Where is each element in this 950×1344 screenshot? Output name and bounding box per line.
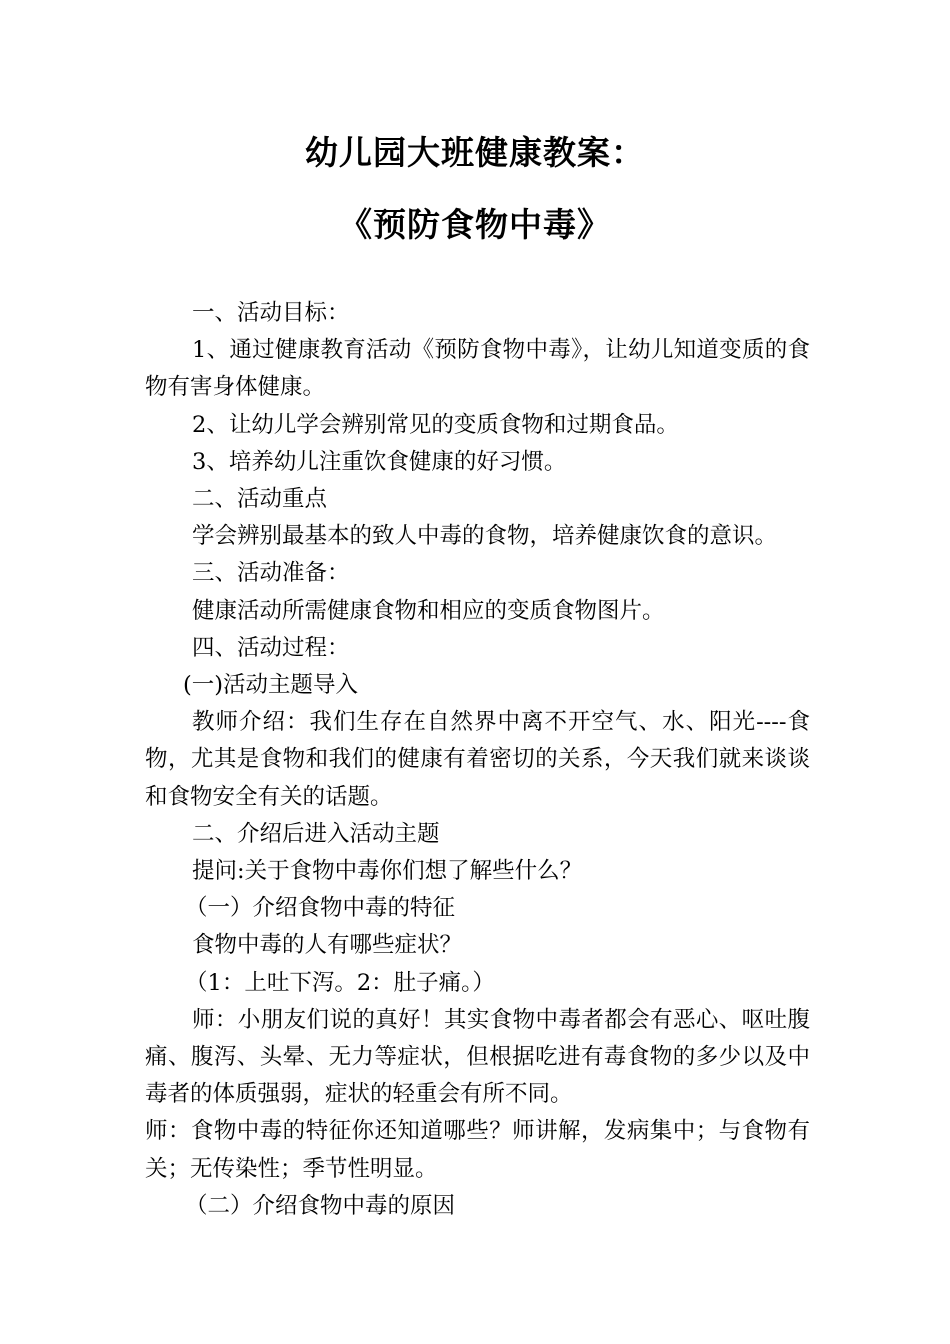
teacher-intro-text: 教师介绍：我们生存在自然界中离不开空气、水、阳光----食物，尤其是食物和我们的健康有着密切的关系，今天我们就来谈谈和食物安全有关的话题。 (145, 709, 810, 810)
subsection-heading-causes: （二）介绍食物中毒的原因 (185, 1192, 456, 1219)
document-body (145, 295, 810, 1225)
goal-item-3: 3、培养幼儿注重饮食健康的好习惯。 (192, 448, 567, 475)
document-subtitle: 《预防食物中毒》 (339, 205, 611, 244)
symptom-question: 食物中毒的人有哪些症状？ (192, 932, 463, 959)
section-heading-goals: 一、活动目标： (192, 300, 350, 326)
goal-item-1: 1、通过健康教育活动《预防食物中毒》，让幼儿知道变质的食物有害身体健康。 (145, 337, 810, 401)
symptom-answer: （1：上吐下泻。2：肚子痛。） (185, 969, 495, 996)
subsection-heading-intro: (一)活动主题导入 (183, 672, 359, 699)
teacher-features-text: 师：食物中毒的特征你还知道哪些？师讲解，发病集中；与食物有关；无传染性；季节性明显。 (145, 1118, 810, 1182)
section-heading-process: 四、活动过程： (192, 634, 350, 661)
subsection-heading-features: （一）介绍食物中毒的特征 (185, 895, 456, 922)
preparation-text: 健康活动所需健康食物和相应的变质食物图片。 (192, 597, 665, 624)
section-heading-topic: 二、介绍后进入活动主题 (192, 820, 440, 847)
focus-text: 学会辨别最基本的致人中毒的食物，培养健康饮食的意识。 (192, 523, 778, 550)
document-title: 幼儿园大班健康教案： (305, 133, 645, 172)
section-heading-preparation: 三、活动准备： (192, 560, 350, 587)
question-text: 提问:关于食物中毒你们想了解些什么？ (192, 858, 583, 885)
goal-item-2: 2、让幼儿学会辨别常见的变质食物和过期食品。 (192, 411, 679, 438)
teacher-symptom-text: 师：小朋友们说的真好！其实食物中毒者都会有恶心、呕吐腹痛、腹泻、头晕、无力等症状，但根据吃进有毒食物的多少以及中毒者的体质强弱，症状的轻重会有所不同。 (145, 1006, 810, 1108)
section-heading-focus: 二、活动重点 (192, 486, 328, 513)
